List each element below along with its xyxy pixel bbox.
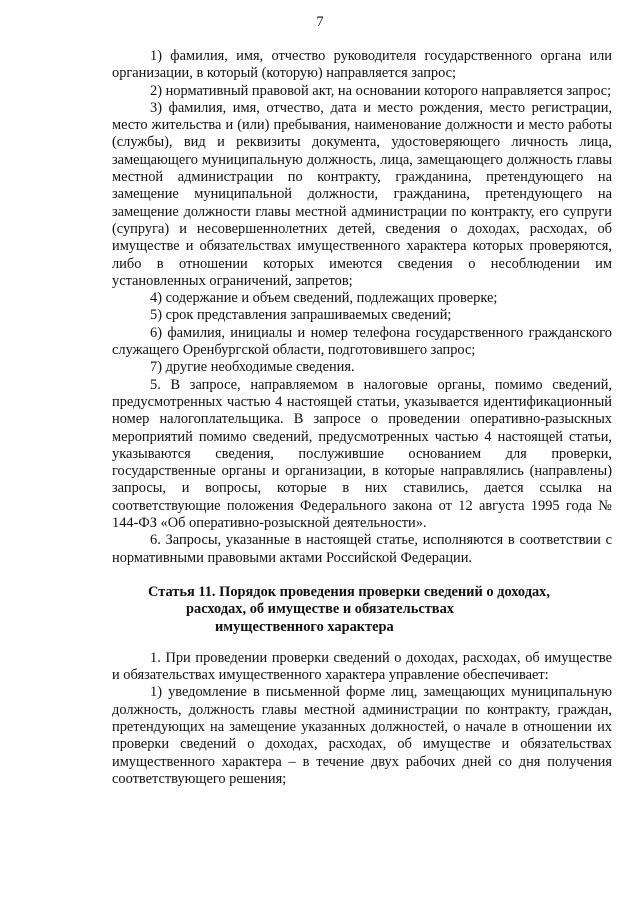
article-heading-line: Статья 11. Порядок проведения проверки сведений о доходах, bbox=[148, 583, 550, 600]
document-body bbox=[112, 48, 612, 788]
article-heading bbox=[112, 584, 612, 636]
article-heading-line: имущественного характера bbox=[215, 618, 394, 635]
page-number: 7 bbox=[316, 14, 324, 30]
paragraph: 3) фамилия, имя, отчество, дата и место рождения, место регистрации, место жительства и (или) пребывания, наименование должности и место работы (службы), вид и реквизиты документа, удостоверяющего личность лица, замещающего муниципальную должность, лица, замещающего должность главы местной администрации по контракту, гражданина, претендующего на замещение муниципальной должности, гражданина, претендующего на замещение должности главы местной администрации по контракту, его супруги (супруга) и несовершеннолетних детей, сведения о доходах, расходах, об имуществе и обязательствах имущественного характера которых проверяются, либо в отношении которых имеются сведения о несоблюдении им установленных ограничений, запретов; bbox=[112, 99, 612, 289]
paragraph: 5. В запросе, направляемом в налоговые органы, помимо сведений, предусмотренных частью 4 настоящей статьи, указывается идентификационный номер налогоплательщика. В запросе о проведении оперативно-разыскных мероприятий помимо сведений, предусмотренных частью 4 настоящей статьи, указываются сведения, послужившие основанием для проверки, государственные органы и организации, в которые направлялись (направлены) запросы, и вопросы, которые в них ставились, дается ссылка на соответствующие положения Федерального закона от 12 августа 1995 года № 144-ФЗ «Об оперативно-розыскной деятельности». bbox=[112, 376, 612, 532]
paragraph: 7) другие необходимые сведения. bbox=[150, 359, 355, 376]
paragraph: 1. При проведении проверки сведений о доходах, расходах, об имуществе и обязательствах имущественного характера управление обеспечивает: bbox=[112, 649, 612, 684]
paragraph: 4) содержание и объем сведений, подлежащих проверке; bbox=[150, 290, 498, 307]
paragraph: 5) срок представления запрашиваемых сведений; bbox=[150, 307, 452, 324]
paragraph: 6. Запросы, указанные в настоящей статье, исполняются в соответствии с нормативными правовыми актами Российской Федерации. bbox=[112, 532, 612, 566]
paragraph: 1) уведомление в письменной форме лиц, замещающих муниципальную должность, должность главы местной администрации по контракту, граждан, претендующих на замещение указанных должностей, о начале в отношении их проверки сведений о доходах, расходах, об имуществе и обязательствах имущественного характера – в течение двух рабочих дней со дня получения соответствующего решения; bbox=[112, 684, 612, 787]
paragraph: 2) нормативный правовой акт, на основании которого направляется запрос; bbox=[150, 82, 612, 99]
article-heading-line: расходах, об имуществе и обязательствах bbox=[186, 601, 454, 618]
paragraph: 1) фамилия, имя, отчество руководителя государственного органа или организации, в который (которую) направляется запрос; bbox=[112, 48, 612, 82]
paragraph: 6) фамилия, инициалы и номер телефона государственного гражданского служащего Оренбургской области, подготовившего запрос; bbox=[112, 324, 612, 359]
